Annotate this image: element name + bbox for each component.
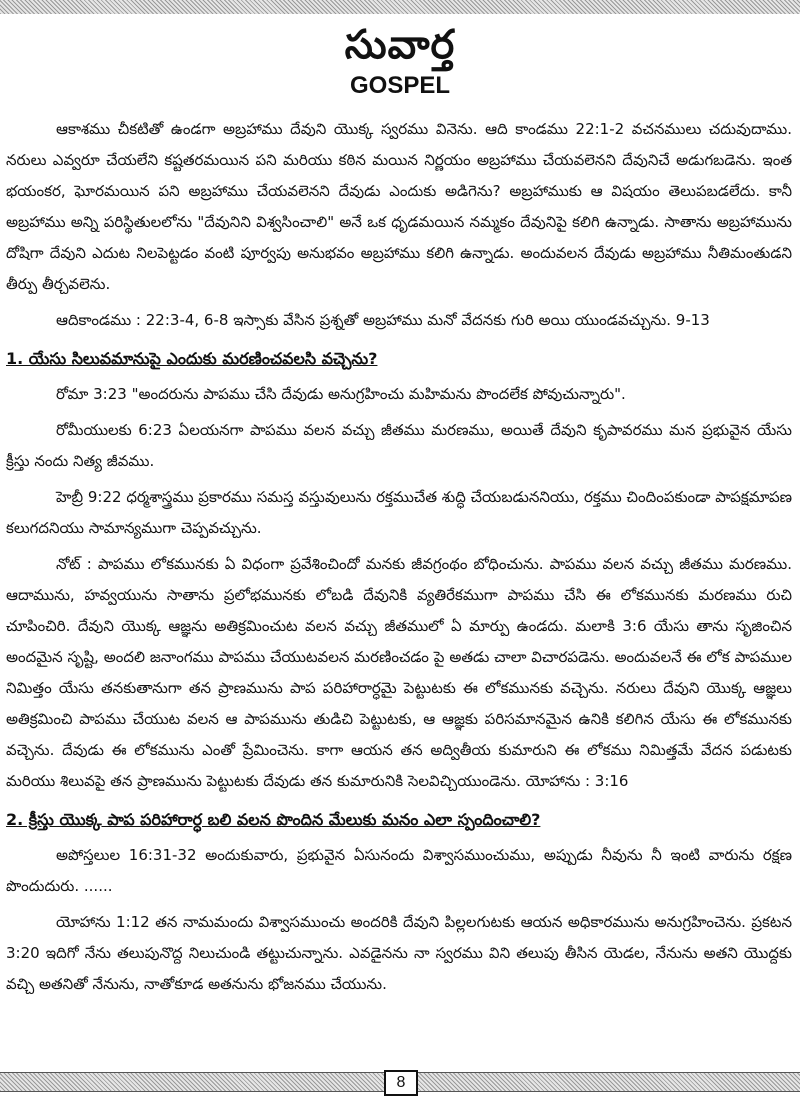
page-number: 8 <box>384 1070 418 1096</box>
document-body <box>6 114 792 1005</box>
section-2-paragraph-1: అపోస్తలుల 16:31-32 అందుకువారు, ప్రభువైన ఏసునందు విశ్వాసముంచుము, అప్పుడు నీవును నీ ఇంటి వారును రక్షణ పొందుదురు. ...... <box>6 846 792 895</box>
page-title-telugu: సువార్త <box>344 22 456 68</box>
section-1-paragraph-2: రోమీయులకు 6:23 ఏలయనగా పాపము వలన వచ్చు జీతము మరణము, అయితే దేవుని కృపావరము మన ప్రభువైన యేసు క్రీస్తు నందు నిత్య జీవము. <box>6 421 792 470</box>
section-2-heading: 2. క్రీస్తు యొక్క పాప పరిహారార్ధ బలి వలన పొందిన మేలుకు మనం ఎలా స్పందించాలి? <box>6 810 541 829</box>
intro-paragraph-2: ఆదికాండము : 22:3-4, 6-8 ఇస్సాకు వేసిన ప్రశ్నతో అబ్రహాము మనో వేదనకు గురి అయి యుండవచ్చును. 9-13 <box>56 311 710 329</box>
top-decorative-bar <box>0 0 800 14</box>
page-title-english: GOSPEL <box>349 72 451 99</box>
section-1-paragraph-1: రోమా 3:23 "అందరును పాపము చేసి దేవుడు అనుగ్రహించు మహిమను పొందలేక పోవుచున్నారు". <box>56 385 626 403</box>
intro-paragraph-1: ఆకాశము చీకటితో ఉండగా అబ్రహాము దేవుని యొక్క స్వరము వినెను. ఆది కాండము 22:1-2 వచనములు చదువుదాము. నరులు ఎవ్వరూ చేయలేని కష్టతరమయిన పని మరియు కఠిన మయిన నిర్ణయం అబ్రహాము చేయవలెనని దేవునిచే అడుగబడెను. ఇంత భయంకర, ఘోరమయిన పని అబ్రహాము చేయవలెనని దేవుడు ఎందుకు అడిగెను? అబ్రహాముకు ఆ విషయం తెలుపబడలేదు. కానీ అబ్రహాము అన్ని పరిస్థితులలోను "దేవునిని విశ్వసించాలి" అనే ఒక ధృడమయిన నమ్మకం దేవునిపై కలిగి ఉన్నాడు. సాతాను అబ్రహామును దోషిగా దేవుని ఎదుట నిలపెట్టడం వంటి పూర్వపు అనుభవం అబ్రహాము కలిగి ఉన్నాడు. అందువలన దేవుడు అబ్రహాము నీతిమంతుడని తీర్పు తీర్చవలెను. <box>6 120 792 293</box>
section-1-paragraph-4: నోట్ : పాపము లోకమునకు ఏ విధంగా ప్రవేశించిందో మనకు జీవగ్రంథం బోధించును. పాపము వలన వచ్చు జీతము మరణము. ఆదామును, హవ్వయును సాతాను ప్రలోభమునకు లోబడి దేవునికి వ్యతిరేకముగా పాపము చేసి ఈ లోకమునకు మరణము రుచి చూపించిరి. దేవుని యొక్క ఆజ్ఞను అతిక్రమించుట వలన వచ్చు జీతములో ఏ మార్పు ఉండదు. మలాకి 3:6 యేసు తాను సృజించిన అందమైన సృష్టి, అందలి జనాంగము పాపము చేయుటవలన మరణించడం పై అతడు చాలా విచారపడెను. అందువలనే ఈ లోక పాపముల నిమిత్తం యేసు తనకుతానుగా తన ప్రాణమును పాప పరిహారార్ధమై పెట్టుటకు ఈ లోకమునకు వచ్చెను. నరులు దేవుని యొక్క ఆజ్ఞలు అతిక్రమించి పాపము చేయుట వలన ఆ పాపమును తుడిచి పెట్టుటకు, ఆ ఆజ్ఞకు పరిసమానమైన ఉనికి కలిగిన యేసు ఈ లోకమునకు వచ్చెను. దేవుడు ఈ లోకమును ఎంతో ప్రేమించెను. కాగా ఆయన తన అద్వితీయ కుమారుని ఈ లోకము నిమిత్తమే వేదన పడుటకు మరియు శిలువపై తన ప్రాణమును పెట్టుటకు దేవుడు తన కుమారునికి సెలవిచ్చియుండెను. యోహాను : 3:16 <box>6 555 792 790</box>
section-2-paragraph-2: యోహాను 1:12 తన నామమందు విశ్వాసముంచు అందరికి దేవుని పిల్లలగుటకు ఆయన అధికారమును అనుగ్రహించెను. ప్రకటన 3:20 ఇదిగో నేను తలుపునొద్ద నిలుచుండి తట్టుచున్నాను. ఎవడైనను నా స్వరము విని తలుపు తీసిన యెడల, నేనును అతని యొద్దకు వచ్చి అతనితో నేనును, నాతోకూడ అతనును భోజనము చేయును. <box>6 913 792 993</box>
section-1-paragraph-3: హెబ్రీ 9:22 ధర్మశాస్త్రము ప్రకారము సమస్త వస్తువులును రక్తముచేత శుద్ధి చేయబడుననియు, రక్తము చిందింపకుండా పాపక్షమాపణ కలుగదనియు సామాన్యముగా చెప్పవచ్చును. <box>6 488 792 537</box>
section-1-heading: 1. యేసు సిలువమానుపై ఎందుకు మరణించవలసి వచ్చెను? <box>6 349 378 368</box>
